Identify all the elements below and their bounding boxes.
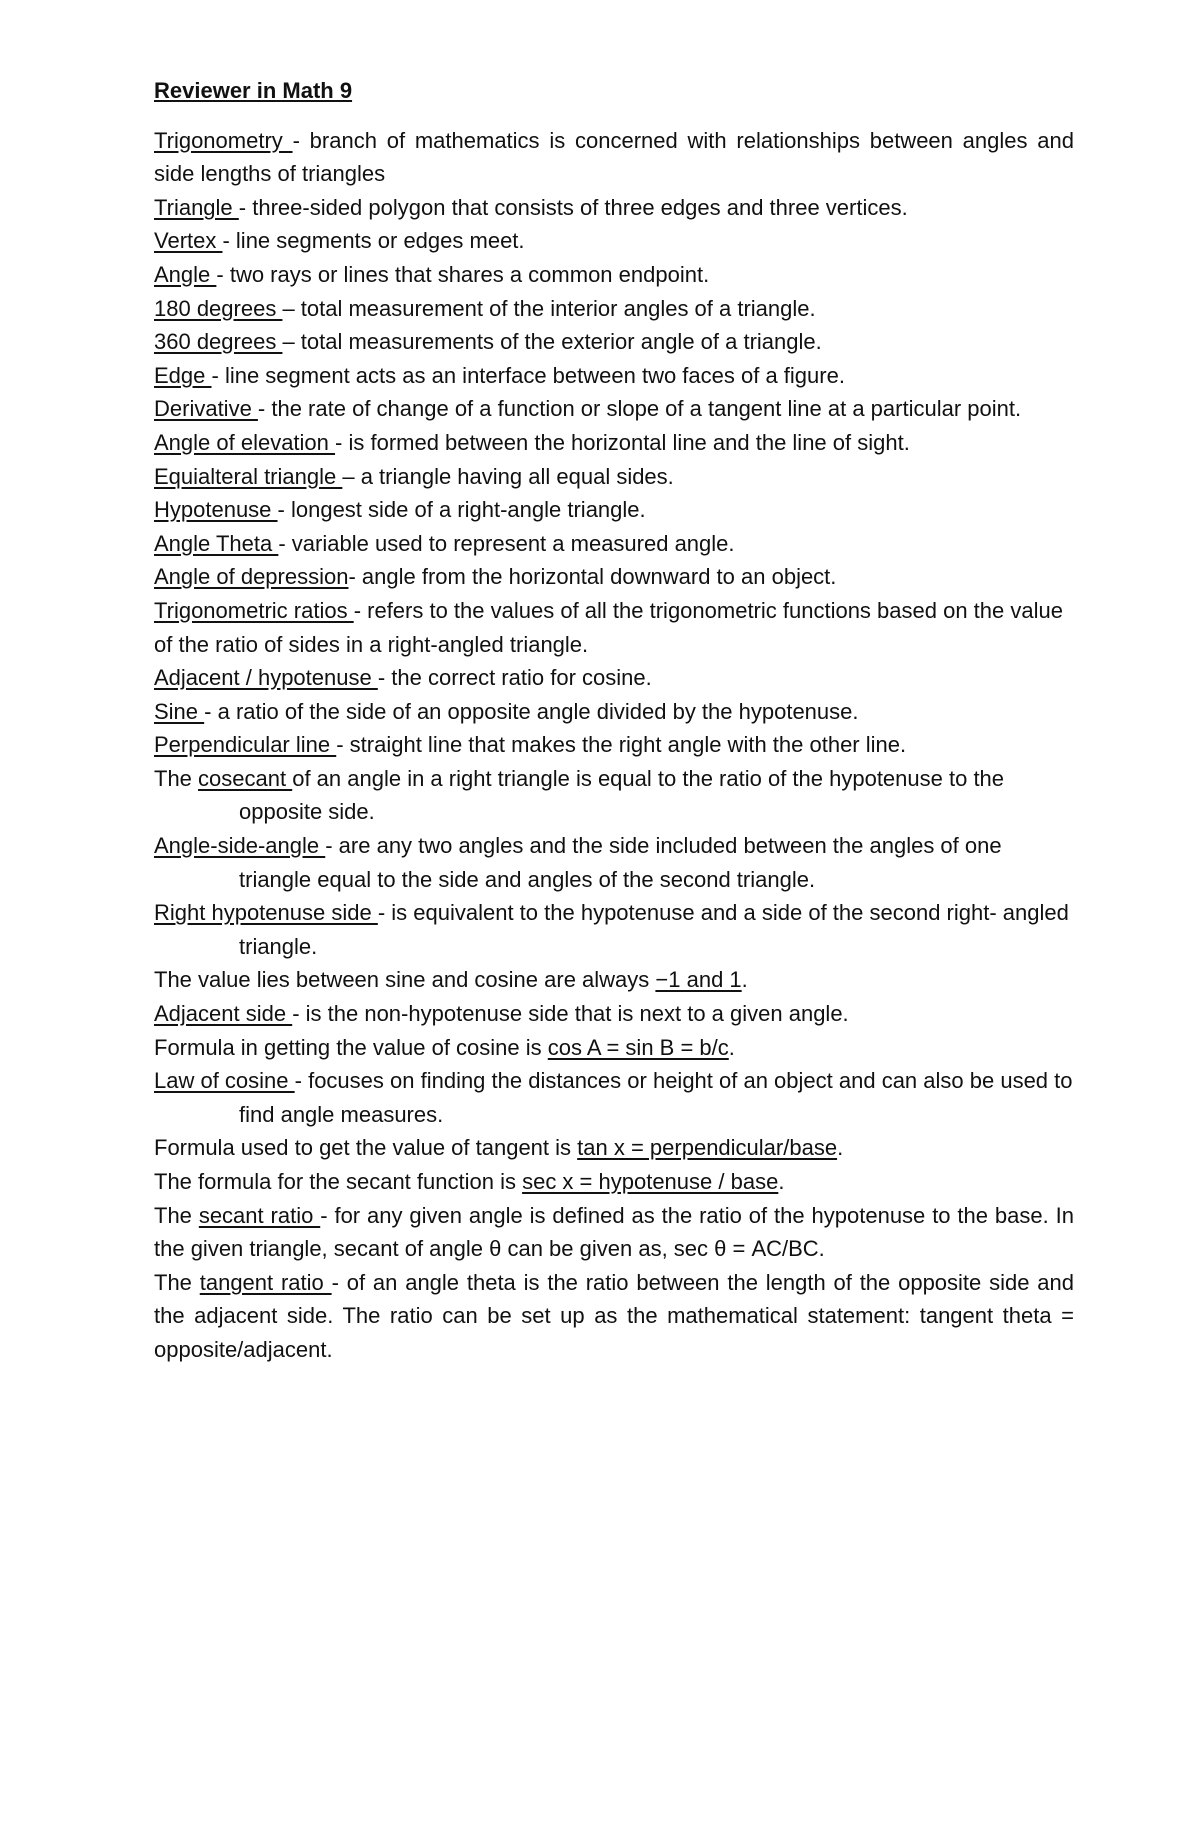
entry-definition: - a ratio of the side of an opposite angle divided by the hypotenuse. <box>204 698 859 724</box>
entry-definition: - line segments or edges meet. <box>222 228 525 254</box>
entry-term: Angle of depression <box>154 564 349 590</box>
entry-term: Vertex <box>154 228 223 254</box>
definition-entry <box>154 963 1074 997</box>
entry-definition: - straight line that makes the right angle with the other line. <box>336 732 907 758</box>
definition-entry <box>154 426 1074 460</box>
entry-definition: of an angle in a right triangle is equal to the ratio of the hypotenuse to the opposite side. <box>239 765 1005 825</box>
entry-prefix: The formula for the secant function is <box>154 1169 523 1194</box>
entry-term: cosecant <box>198 765 293 791</box>
definition-entry <box>154 1131 1074 1165</box>
definition-entry <box>154 997 1074 1031</box>
entry-term: Right hypotenuse side <box>154 900 378 926</box>
entry-definition: - of an angle theta is the ratio between the length of the opposite side and the adjacent side. The ratio can be set up as the mathematical statement: tangent theta = opposite/adjacent. <box>154 1269 1074 1362</box>
definition-entry <box>154 325 1074 359</box>
entry-term: Angle of elevation <box>154 429 336 455</box>
entry-term: cos A = sin B = b/c <box>547 1034 729 1060</box>
entry-term: sec x = hypotenuse / base <box>522 1169 779 1194</box>
entry-term: Equialteral triangle <box>154 463 343 489</box>
definition-entry <box>154 762 1074 829</box>
entry-definition: - longest side of a right-angle triangle. <box>277 497 646 523</box>
entry-definition: – a triangle having all equal sides. <box>342 463 674 489</box>
entry-definition: - line segment acts as an interface between two faces of a figure. <box>211 362 845 388</box>
document-title: Reviewer in Math 9 <box>154 78 353 103</box>
entry-definition: - for any given angle is defined as the ratio of the hypotenuse to the base. In the given triangle, secant of angle θ can be given as, sec θ = AC/BC. <box>154 1202 1074 1262</box>
definition-entry <box>154 560 1074 594</box>
entry-term: Adjacent / hypotenuse <box>154 665 378 691</box>
entry-term: 180 degrees <box>154 295 283 321</box>
entry-term: Trigonometric ratios <box>154 597 354 623</box>
entry-definition: - is formed between the horizontal line and the line of sight. <box>335 429 910 455</box>
entry-term: Hypotenuse <box>154 497 278 523</box>
entry-term: Adjacent side <box>154 1001 293 1027</box>
entry-definition: - variable used to represent a measured angle. <box>278 530 735 556</box>
entry-definition: - branch of mathematics is concerned with relationships between angles and side lengths of triangles <box>154 127 1074 187</box>
entry-definition: – total measurement of the interior angles of a triangle. <box>282 295 816 321</box>
definition-entry <box>154 1199 1074 1266</box>
definition-entry <box>154 392 1074 426</box>
entry-prefix: Formula used to get the value of tangent is <box>154 1135 578 1161</box>
entry-term: Angle-side-angle <box>154 833 326 859</box>
entry-term: Edge <box>154 362 212 388</box>
definition-entry <box>154 493 1074 527</box>
entry-term: Trigonometry <box>154 127 293 153</box>
entry-term: Sine <box>154 698 205 724</box>
entry-term: 360 degrees <box>154 329 283 355</box>
entry-term: Perpendicular line <box>154 732 337 758</box>
entry-term: Angle Theta <box>154 530 279 556</box>
entry-definition: - are any two angles and the side included between the angles of one triangle equal to the side and angles of the second triangle. <box>239 833 1002 892</box>
entry-definition: - angle from the horizontal downward to an object. <box>348 564 837 590</box>
entry-definition: . <box>728 1034 735 1060</box>
entry-prefix: The value lies between sine and cosine are always <box>154 967 656 993</box>
entry-term: Triangle <box>154 194 239 220</box>
definition-entry <box>154 728 1074 762</box>
definition-entry <box>154 594 1074 661</box>
definition-entry <box>154 527 1074 561</box>
definition-entry <box>154 661 1074 695</box>
entry-term: tan x = perpendicular/base <box>577 1135 838 1161</box>
entry-prefix: Formula in getting the value of cosine is <box>154 1034 548 1060</box>
entry-definition: . <box>837 1135 844 1161</box>
definition-entry <box>154 1266 1074 1367</box>
definition-entry <box>154 896 1074 963</box>
definition-entry <box>154 124 1074 191</box>
entry-definition: - three-sided polygon that consists of three edges and three vertices. <box>238 194 908 220</box>
entry-definition: - refers to the values of all the trigonometric functions based on the value of the ratio of sides in a right-angled triangle. <box>154 597 1063 657</box>
entry-term: Derivative <box>154 396 258 422</box>
entry-definition: - is the non-hypotenuse side that is next to a given angle. <box>292 1001 849 1027</box>
definition-entry <box>154 191 1074 225</box>
entry-definition: - is equivalent to the hypotenuse and a side of the second right- angled triangle. <box>239 900 1069 959</box>
entry-definition: - the correct ratio for cosine. <box>377 665 652 691</box>
definition-entry <box>154 1064 1074 1131</box>
entry-term: secant ratio <box>198 1202 321 1228</box>
definition-entry <box>154 224 1074 258</box>
definition-entry <box>154 1165 1074 1199</box>
entry-definition: - focuses on finding the distances or height of an object and can also be used to find angle measures. <box>239 1068 1073 1127</box>
entry-definition: . <box>741 967 748 993</box>
definition-entry <box>154 460 1074 494</box>
entry-term: −1 and 1 <box>655 967 742 993</box>
entry-prefix: The <box>154 1202 199 1228</box>
definition-entry <box>154 829 1074 896</box>
entry-term: Angle <box>154 261 217 287</box>
definition-list <box>154 124 1074 1367</box>
entry-term: tangent ratio <box>199 1269 332 1295</box>
definition-entry <box>154 695 1074 729</box>
definition-entry <box>154 258 1074 292</box>
entry-definition: - two rays or lines that shares a common endpoint. <box>216 261 710 287</box>
definition-entry <box>154 359 1074 393</box>
definition-entry <box>154 292 1074 326</box>
entry-prefix: The <box>154 1269 200 1295</box>
entry-definition: - the rate of change of a function or slope of a tangent line at a particular point. <box>257 396 1022 422</box>
entry-definition: . <box>778 1169 785 1194</box>
definition-entry <box>154 1031 1074 1065</box>
entry-term: Law of cosine <box>154 1068 295 1094</box>
document-page <box>154 74 1074 1367</box>
entry-prefix: The <box>154 765 199 791</box>
entry-definition: – total measurements of the exterior angle of a triangle. <box>282 329 822 355</box>
